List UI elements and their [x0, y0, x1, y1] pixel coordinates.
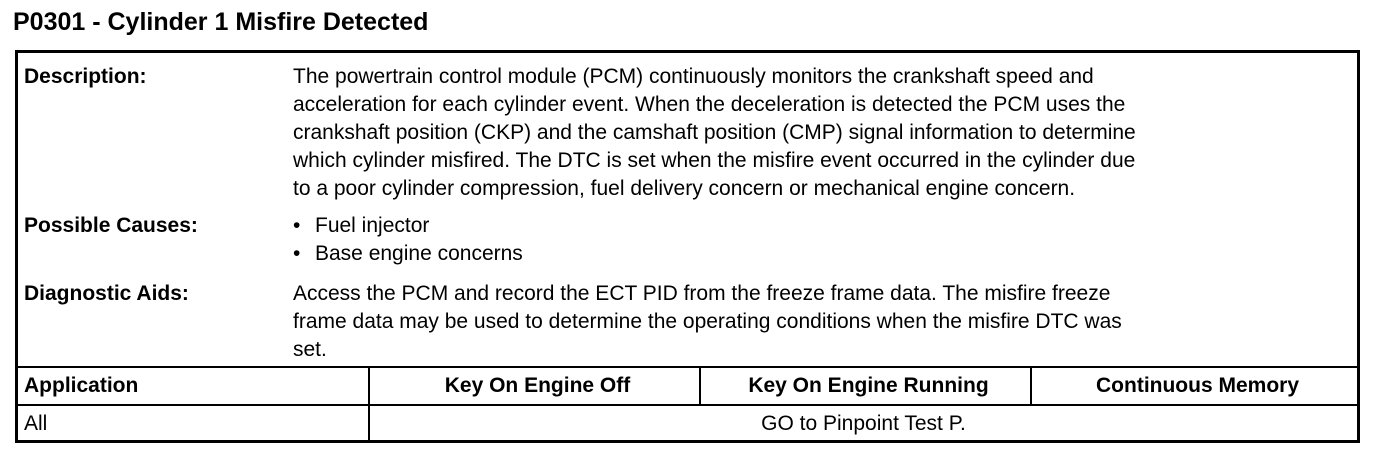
- description-label: Description:: [24, 65, 147, 88]
- action-cell: GO to Pinpoint Test P.: [761, 412, 966, 435]
- dtc-info-box: [15, 50, 1360, 443]
- list-item: • Fuel injector: [293, 212, 1353, 240]
- column-header-key-on-engine-running: Key On Engine Running: [700, 367, 1031, 405]
- table-row: [18, 405, 1357, 442]
- table-header-row: [18, 367, 1357, 405]
- description-line: which cylinder misfired. The DTC is set when the misfire event occurred in the cylinder due: [293, 149, 1136, 172]
- possible-causes-label: Possible Causes:: [24, 214, 198, 237]
- list-item: • Base engine concerns: [293, 240, 1353, 268]
- application-table: [18, 366, 1357, 442]
- possible-causes-list: [293, 212, 1353, 268]
- column-header-application: Application: [18, 367, 369, 405]
- diagnostic-aids-line: set.: [293, 338, 327, 361]
- description-line: The powertrain control module (PCM) continuously monitors the crankshaft speed and: [293, 65, 1094, 88]
- application-cell: All: [18, 405, 369, 442]
- description-line: crankshaft position (CKP) and the camshaft position (CMP) signal information to determine: [293, 121, 1136, 144]
- page-title: P0301 - Cylinder 1 Misfire Detected: [13, 8, 429, 36]
- diagnostic-aids-label: Diagnostic Aids:: [24, 282, 189, 305]
- description-line: acceleration for each cylinder event. When the deceleration is detected the PCM uses the: [293, 93, 1126, 116]
- column-header-key-on-engine-off: Key On Engine Off: [369, 367, 700, 405]
- description-line: to a poor cylinder compression, fuel delivery concern or mechanical engine concern.: [293, 177, 1076, 200]
- diagnostic-aids-text: [293, 280, 1353, 364]
- description-text: [293, 63, 1353, 203]
- column-header-continuous-memory: Continuous Memory: [1031, 367, 1357, 405]
- diagnostic-aids-line: Access the PCM and record the ECT PID from the freeze frame data. The misfire freeze: [293, 282, 1111, 305]
- diagnostic-aids-line: frame data may be used to determine the operating conditions when the misfire DTC was: [293, 310, 1122, 333]
